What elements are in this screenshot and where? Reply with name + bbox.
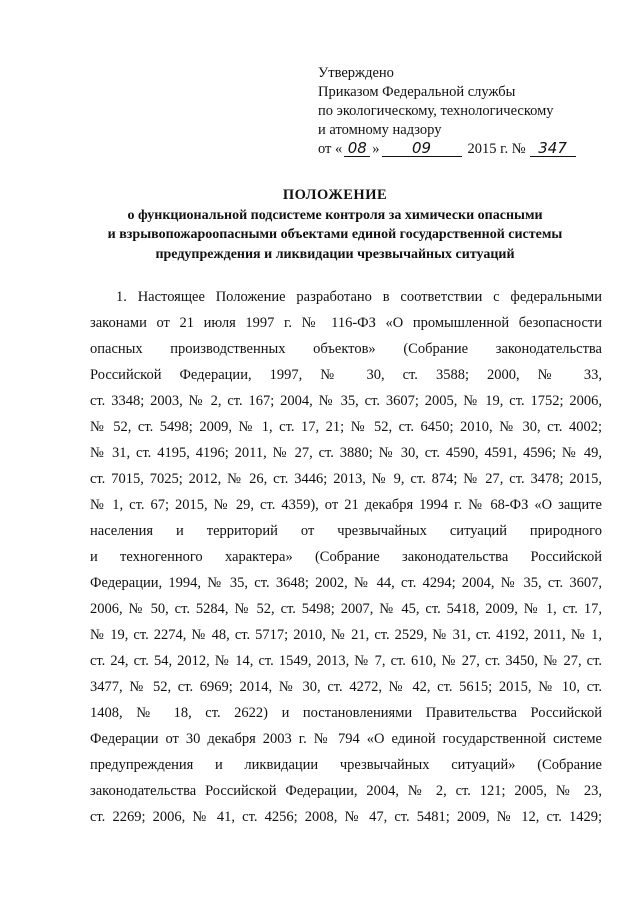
approval-line-1: Утверждено (318, 65, 394, 81)
date-mid: » (372, 141, 380, 157)
body-line: № 52, ст. 5498; 2009, № 1, ст. 17, 21; № 52, ст. 6450; 2010, № 30, ст. 4002; (90, 419, 602, 435)
body-line: ст. 24, ст. 54, 2012, № 14, ст. 1549, 2013, № 7, ст. 610, № 27, ст. 3450, № 27, ст. (90, 653, 602, 669)
handwritten-month: 09 (382, 141, 462, 157)
title-line-1: о функциональной подсистеме контроля за химически опасными (127, 207, 543, 223)
body-line: населения и территорий от чрезвычайных ситуаций природного (90, 523, 602, 539)
body-line: 1408, № 18, ст. 2622) и постановлениями Правительства Российской (90, 705, 602, 721)
body-line: 1. Настоящее Положение разработано в соответствии с федеральными (116, 289, 602, 305)
body-line: ст. 3348; 2003, № 2, ст. 167; 2004, № 35, ст. 3607; 2005, № 19, ст. 1752; 2006, (90, 393, 602, 409)
body-line: Федерации от 30 декабря 2003 г. № 794 «О единой государственной системе (90, 731, 602, 747)
handwritten-day: 08 (344, 141, 370, 157)
body-line: законами от 21 июля 1997 г. № 116-ФЗ «О промышленной безопасности (90, 315, 602, 331)
body-line: № 31, ст. 4195, 4196; 2011, № 27, ст. 3880; № 30, ст. 4590, 4591, 4596; № 49, (90, 445, 602, 461)
body-line: ст. 7015, 7025; 2012, № 26, ст. 3446; 2013, № 9, ст. 874; № 27, ст. 3478; 2015, (90, 471, 602, 487)
title-line-3: предупреждения и ликвидации чрезвычайных ситуаций (155, 246, 515, 262)
body-line: Российской Федерации, 1997, № 30, ст. 3588; 2000, № 33, (90, 367, 602, 383)
body-line: Федерации, 1994, № 35, ст. 3648; 2002, № 44, ст. 4294; 2004, № 35, ст. 3607, (90, 575, 602, 591)
body-line: № 1, ст. 67; 2015, № 29, ст. 4359), от 21 декабря 1994 г. № 68-ФЗ «О защите (90, 497, 602, 513)
body-line: 3477, № 52, ст. 6969; 2014, № 30, ст. 4272, № 42, ст. 5615; 2015, № 10, ст. (90, 679, 602, 695)
body-line: № 19, ст. 2274, № 48, ст. 5717; 2010, № 21, ст. 2529, № 31, ст. 4192, 2011, № 1, (90, 627, 602, 643)
document-title (80, 186, 590, 264)
body-line: законодательства Российской Федерации, 2004, № 2, ст. 121; 2005, № 23, (90, 783, 602, 799)
approval-date-line (318, 140, 618, 159)
body-line: опасных производственных объектов» (Собрание законодательства (90, 341, 602, 357)
body-line: и техногенного характера» (Собрание законодательства Российской (90, 549, 602, 565)
title-main: ПОЛОЖЕНИЕ (282, 187, 388, 203)
title-line-2: и взрывопожароопасными объектами единой государственной системы (107, 227, 563, 242)
approval-line-4: и атомному надзору (318, 122, 442, 138)
handwritten-order-number: 347 (530, 141, 576, 157)
approval-stamp (318, 64, 618, 159)
body-paragraph (90, 284, 602, 830)
date-prefix: от « (318, 141, 343, 157)
body-line: ст. 2269; 2006, № 41, ст. 4256; 2008, № 47, ст. 5481; 2009, № 12, ст. 1429; (90, 809, 602, 825)
approval-line-3: по экологическому, технологическому (318, 103, 554, 119)
body-line: 2006, № 50, ст. 5284, № 52, ст. 5498; 2007, № 45, ст. 5418, 2009, № 1, ст. 17, (90, 601, 602, 617)
body-line: предупреждения и ликвидации чрезвычайных ситуаций» (Собрание (90, 757, 602, 773)
date-year-suffix: 2015 г. № (467, 141, 526, 157)
approval-line-2: Приказом Федеральной службы (318, 84, 516, 100)
